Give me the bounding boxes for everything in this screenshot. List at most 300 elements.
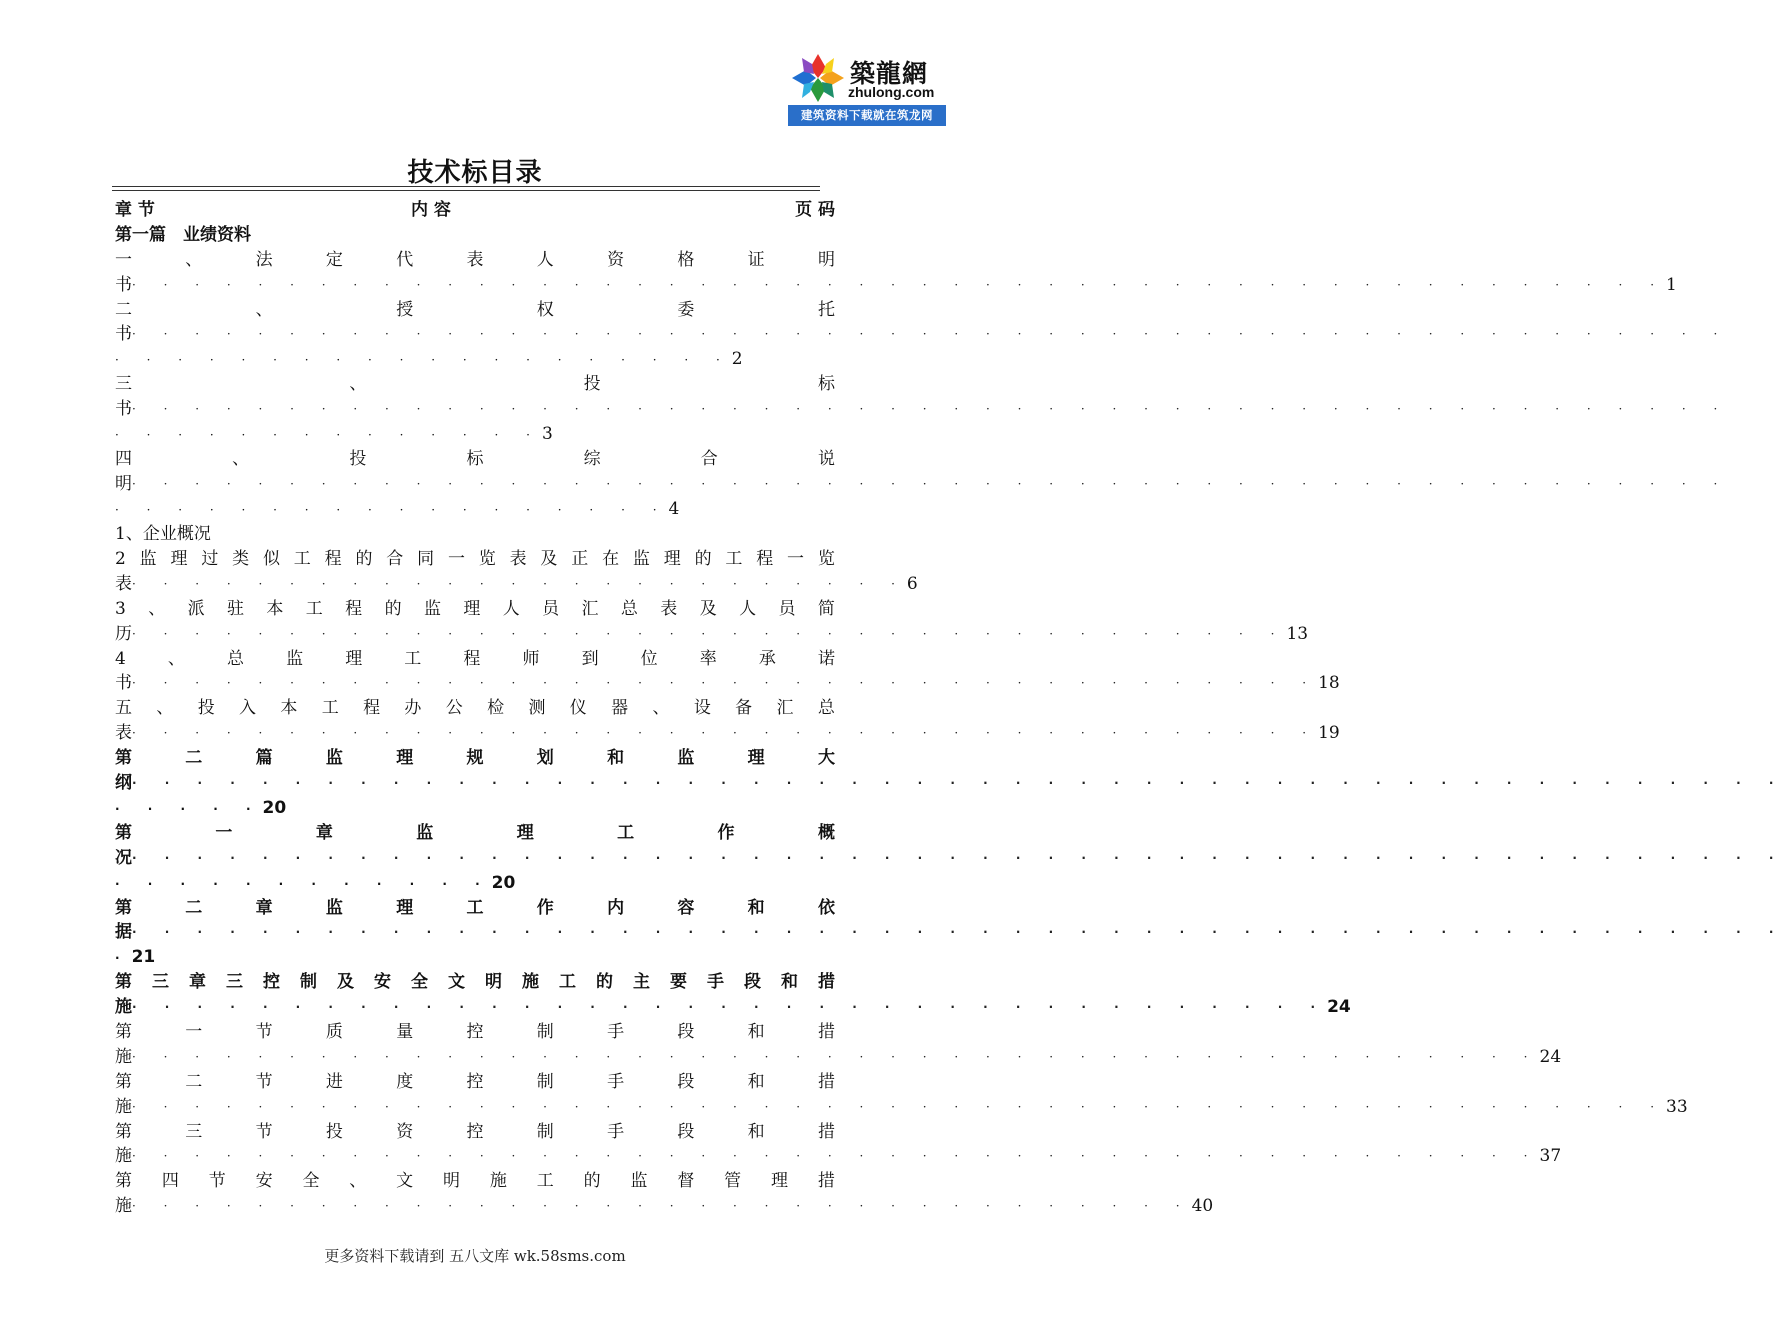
toc-entry-line [115,821,835,846]
toc-entry-tail [115,995,1351,1020]
page-number: 40 [1191,1196,1214,1216]
toc-char: 理 [663,549,681,569]
page-number: 4 [668,499,680,519]
toc-char: 资 [396,1122,414,1142]
toc-char: 工 [536,1171,554,1191]
logo-slogan: 建筑资料下载就在筑龙网 [788,105,946,126]
entry-wrap-char: 施 [115,1097,132,1117]
toc-char: 划 [536,748,554,768]
page-number: 19 [1318,723,1340,743]
toc-char: 第 [115,823,132,843]
toc-char: 控 [263,972,280,992]
toc-entry-cont [115,796,835,821]
entry-wrap-char: 历 [115,624,132,644]
toc-char: 作 [717,823,735,843]
toc-char: 程 [324,549,342,569]
toc-char: 控 [466,1072,484,1092]
toc-entry-tail [115,322,1730,347]
toc-entry-line [115,696,835,721]
toc-char: 理 [345,649,363,669]
toc-char: 3 [115,599,126,619]
toc-char: 一 [185,1022,203,1042]
toc-char: 览 [817,549,835,569]
toc-char: 程 [463,649,481,669]
dot-leader: · · · · · · · · · · · · · · · · · · · · · · · · · · · · · · · · · · · · · [132,1000,1328,1014]
toc-char: 监 [325,898,343,918]
toc-char: 措 [818,972,835,992]
toc-entry-line [115,970,835,995]
toc-char: 驻 [227,599,244,619]
toc-char: 第 [115,1022,132,1042]
toc-entry-line [115,896,835,921]
entry-wrap-char: 书 [115,275,132,295]
toc-char: 理 [747,748,765,768]
toc-entry-tail [115,1045,1562,1070]
section-title: 第一篇 业绩资料 [115,225,251,245]
toc-char: 措 [817,1072,835,1092]
entry-wrap-char: 表 [115,574,132,594]
toc-char: 篇 [255,748,273,768]
page-number: 20 [491,873,516,893]
toc-char: 大 [817,748,835,768]
dot-leader: · · · · · · · · · · · · · · · · · · · · · · · · · · · · · · · · · · · · · · · · · · · · · [132,1149,1540,1163]
toc-char: 的 [583,1171,601,1191]
toc-char: 工 [293,549,311,569]
toc-char: 一 [115,250,132,270]
toc-entry-line: 1、企业概况 [115,524,211,544]
toc-entry-tail [115,273,1677,298]
dot-leader: · · · · · · · · · · · · [115,877,492,891]
title-rule-inner [112,190,820,191]
toc-char: 制 [536,1022,554,1042]
toc-char: 表 [509,549,527,569]
toc-char: 概 [817,823,835,843]
footer-text: 更多资料下载请到 五八文库 wk.58sms.com [324,1247,626,1265]
toc-char: 理 [170,549,188,569]
toc-entry-tail [115,846,1785,871]
page-number: 33 [1666,1097,1688,1117]
toc-char: 汇 [581,599,599,619]
toc-char: 设 [693,698,711,718]
dot-leader: · · · · · · · · · · · · · · · · · · · · · · · · · · · · · · · · · · · · · · · · · · · · · [132,1050,1540,1064]
toc-char: 汇 [776,698,794,718]
toc-char: 说 [817,449,835,469]
toc-char: 程 [363,698,381,718]
toc-char: 及 [699,599,717,619]
toc-char: 的 [694,549,712,569]
toc-char: 总 [620,599,638,619]
toc-char: 标 [817,374,835,394]
toc-char: 容 [677,898,695,918]
toc-char: 内 [607,898,625,918]
toc-char: 员 [542,599,560,619]
toc-entry-tail [115,1144,1562,1169]
page-number: 13 [1286,624,1309,644]
toc-char: 章 [189,972,206,992]
toc-char: 工 [466,898,484,918]
dot-leader: · · · · · · · · · · · · · · · · · · · · · · · · · · · · · · · · · · · · · · [132,726,1319,740]
page-number: 21 [131,947,156,967]
toc-char: 章 [315,823,333,843]
toc-char: 控 [466,1122,484,1142]
dot-leader: · · · · · · · · · · · · · · · · · · · · · · · · · · · · · · · · · · · · · · · · · · · · · · · · · · · [132,327,1730,341]
toc-char: 和 [747,898,765,918]
toc-char: 主 [633,972,650,992]
dot-leader: · · · · · · · · · · · · · · [115,428,542,442]
logo-name: 築龍網 [850,59,929,88]
toc-char: 员 [778,599,796,619]
toc-char: 措 [817,1022,835,1042]
toc-char: 测 [528,698,546,718]
toc-char: 五 [115,698,132,718]
toc-char: 和 [747,1072,765,1092]
page-number: 1 [1666,275,1677,295]
toc-char: 及 [540,549,558,569]
toc-char: 的 [384,599,402,619]
toc-char: 托 [817,300,835,320]
toc-char: 四 [115,449,132,469]
toc-char: 入 [239,698,257,718]
toc-char: 的 [596,972,613,992]
page-number: 6 [906,574,918,594]
toc-char: 和 [747,1122,765,1142]
page-number: 20 [262,798,287,818]
toc-char: 二 [185,1072,203,1092]
dot-leader: · · · · · · · · · · · · · · · · · · · · · · · · · [132,577,907,591]
toc-char: 第 [115,972,132,992]
toc-char: 在 [602,549,620,569]
toc-char: 手 [607,1072,625,1092]
toc-char: 第 [115,898,132,918]
toc-entry-tail [115,771,1785,796]
page-number: 3 [542,424,553,444]
toc-char: 代 [396,250,414,270]
toc-entry-line [115,597,835,622]
toc-char: 、 [167,649,185,669]
dot-leader: · · · · · · · · · · · · · · · · · · · · · · · · · · · · · · · · · · · · · · · · · · · · · · · · · [132,1100,1667,1114]
dot-leader: · · · · · · · · · · · · · · · · · · · · · · · · · · · · · · · · · · · · · · · · · · · · · · · · · · · [132,402,1730,416]
dot-leader: · · · · · · · · · · · · · · · · · · · · · · · · · · · · · · · · · · · · · · [132,676,1319,690]
toc-char: 器 [611,698,629,718]
toc-entry-line [115,1020,835,1045]
toc-char: 明 [817,250,835,270]
toc-char: 人 [739,599,757,619]
toc-char: 同 [417,549,435,569]
toc-entry-tail [115,1194,1214,1219]
toc-entry-tail [115,472,1730,497]
toc-char: 法 [255,250,273,270]
toc-char: 明 [485,972,502,992]
page-number: 37 [1539,1146,1562,1166]
toc-char: 权 [536,300,554,320]
toc-char: 制 [536,1122,554,1142]
toc-char: 施 [522,972,539,992]
toc-char: 措 [817,1171,835,1191]
dot-leader: · · · · · · · · · · · · · · · · · · · · · · · · · · · · · · · · · · · · · · · · · · · · · · · · · · · [132,851,1785,865]
toc-char: 监 [286,649,304,669]
toc-char: 要 [670,972,687,992]
toc-entry-line [115,547,835,572]
toc-char: 承 [758,649,776,669]
toc-char: 监 [677,748,695,768]
toc-char: 人 [502,599,520,619]
toc-char: 资 [607,250,625,270]
toc-char: 投 [349,449,367,469]
toc-char: 工 [559,972,576,992]
toc-char: 监 [423,599,441,619]
toc-char: 和 [747,1022,765,1042]
toc-entry-tail [115,397,1730,422]
toc-char: 率 [699,649,717,669]
logo-pinwheel-icon [790,52,846,104]
toc-char: 、 [349,1171,367,1191]
toc-char: 段 [677,1072,695,1092]
toc-entry-line [115,372,835,397]
toc-char: 文 [396,1171,414,1191]
page-number: 24 [1539,1047,1562,1067]
zhulong-logo [788,48,946,128]
toc-char: 标 [466,449,484,469]
logo-domain: zhulong.com [848,84,935,100]
toc-char: 手 [707,972,724,992]
toc-char: 到 [581,649,599,669]
entry-wrap-char: 纲 [115,773,132,793]
toc-char: 派 [187,599,205,619]
dot-leader: · · · · · · · · · · · · · · · · · · · · · · · · · · · · · · · · · · · · · · · · · · · · · · · · · [132,278,1667,292]
toc-char: 位 [640,649,658,669]
toc-entry-line [115,1120,835,1145]
toc-char: 总 [227,649,245,669]
toc-char: 理 [463,599,481,619]
toc-char: 、 [652,698,670,718]
toc-char: 本 [280,698,298,718]
toc-char: 一 [215,823,233,843]
toc-char: 程 [345,599,363,619]
toc-char: 段 [744,972,761,992]
toc-entry-cont [115,422,835,447]
toc-char: 的 [355,549,373,569]
entry-wrap-char: 明 [115,474,132,494]
toc-char: 备 [735,698,753,718]
toc-char: 工 [725,549,743,569]
toc-char: 工 [321,698,339,718]
page-number: 2 [731,349,743,369]
toc-char: 章 [255,898,273,918]
toc-entry-line [115,298,835,323]
toc-char: 四 [161,1171,179,1191]
toc-char: 监 [139,549,157,569]
toc-char: 投 [325,1122,343,1142]
entry-wrap-char: 施 [115,1047,132,1067]
toc-char: 2 [115,549,126,569]
toc-char: 简 [817,599,835,619]
toc-char: 三 [185,1122,203,1142]
toc-entry-tail [115,920,1785,945]
title-rule [112,186,820,187]
toc-char: 程 [756,549,774,569]
toc-char: 理 [771,1171,789,1191]
toc-char: 控 [466,1022,484,1042]
toc-entry-cont [115,497,835,522]
dot-leader: · · · · · · · · · · · · · · · · · · [115,503,669,517]
toc-entry-tail [115,721,1340,746]
entry-wrap-char: 书 [115,673,132,693]
toc-char: 定 [325,250,343,270]
toc-char: 诺 [817,649,835,669]
toc-char: 合 [700,449,718,469]
toc-entry-cont [115,347,835,372]
toc-char: 施 [489,1171,507,1191]
page-number: 18 [1318,673,1340,693]
toc-char: 一 [447,549,465,569]
toc-char: 手 [607,1122,625,1142]
entry-wrap-char: 书 [115,324,132,344]
header-chapter: 章 节 [115,200,155,220]
toc-char: 二 [115,300,132,320]
dot-leader: · · · · · [115,802,263,816]
toc-entry-tail [115,1095,1688,1120]
toc-char: 全 [411,972,428,992]
toc-char: 类 [232,549,250,569]
toc-char: 节 [208,1171,226,1191]
toc-char: 公 [445,698,463,718]
toc-char: 表 [660,599,678,619]
toc-char: 证 [747,250,765,270]
toc-entry-line [115,447,835,472]
toc-char: 似 [262,549,280,569]
toc-char: 投 [197,698,215,718]
toc-char: 办 [404,698,422,718]
toc-char: 段 [677,1122,695,1142]
toc-char: 制 [300,972,317,992]
toc-char: 总 [817,698,835,718]
header-content: 内 容 [411,200,451,220]
toc-char: 节 [255,1122,273,1142]
toc-char: 过 [201,549,219,569]
page-title: 技术标目录 [407,158,543,188]
toc-char: 三 [115,374,132,394]
toc-char: 节 [255,1072,273,1092]
toc-entry-line [115,1169,835,1194]
toc-char: 监 [325,748,343,768]
toc-char: 节 [255,1022,273,1042]
toc-char: 管 [724,1171,742,1191]
toc-entry-cont [115,945,835,970]
toc-char: 本 [266,599,284,619]
toc-char: 量 [396,1022,414,1042]
toc-char: 人 [536,250,554,270]
entry-wrap-char: 表 [115,723,132,743]
toc-entry-line [115,746,835,771]
toc-char: 和 [781,972,798,992]
dot-leader: · · · · · · · · · · · · · · · · · · · · [115,353,732,367]
toc-char: 、 [185,250,203,270]
toc-char: 安 [374,972,391,992]
header-page: 页 码 [795,200,835,220]
toc-char: 、 [148,599,166,619]
toc-char: 、 [349,374,367,394]
toc-char: 段 [677,1022,695,1042]
toc-char: 二 [185,898,203,918]
toc-entry-tail [115,622,1309,647]
toc-char: 一 [787,549,805,569]
toc-char: 制 [536,1072,554,1092]
toc-char: 依 [817,898,835,918]
toc-char: 理 [516,823,534,843]
toc-char: 览 [478,549,496,569]
toc-char: 综 [583,449,601,469]
toc-char: 理 [396,898,414,918]
toc-entry-line [115,647,835,672]
toc-char: 监 [416,823,434,843]
toc-entry-tail [115,572,918,597]
toc-char: 第 [115,1072,132,1092]
toc-char: 三 [152,972,169,992]
toc-char: 文 [448,972,465,992]
toc-entry-tail [115,671,1340,696]
toc-char: 合 [386,549,404,569]
toc-char: 措 [817,1122,835,1142]
dot-leader: · · · · · · · · · · · · · · · · · · · · · · · · · · · · · · · · · · [132,1199,1192,1213]
toc-char: 检 [487,698,505,718]
toc-char: 督 [677,1171,695,1191]
dot-leader: · [115,951,132,965]
toc-char: 师 [522,649,540,669]
toc-char: 及 [337,972,354,992]
entry-wrap-char: 书 [115,399,132,419]
toc-char: 手 [607,1022,625,1042]
toc-entry-line [115,248,835,273]
dot-leader: · · · · · · · · · · · · · · · · · · · · · · · · · · · · · · · · · · · · · [132,627,1287,641]
entry-wrap-char: 施 [115,1146,132,1166]
toc-char: 投 [583,374,601,394]
entry-wrap-char: 据 [115,922,132,942]
toc-char: 和 [607,748,625,768]
toc-char: 三 [226,972,243,992]
toc-char: 作 [536,898,554,918]
dot-leader: · · · · · · · · · · · · · · · · · · · · · · · · · · · · · · · · · · · · · · · · · · · · · · · · · · · [132,776,1785,790]
toc-header [115,198,835,223]
toc-char: 、 [156,698,174,718]
toc-char: 工 [305,599,323,619]
toc-char: 工 [617,823,635,843]
toc-char: 工 [404,649,422,669]
toc-char: 、 [255,300,273,320]
toc-char: 安 [255,1171,273,1191]
dot-leader: · · · · · · · · · · · · · · · · · · · · · · · · · · · · · · · · · · · · · · · · · · · · · · · · · · · [132,925,1785,939]
toc-entry-cont [115,871,835,896]
dot-leader: · · · · · · · · · · · · · · · · · · · · · · · · · · · · · · · · · · · · · · · · · · · · · · · · · · · [132,477,1730,491]
toc-char: 规 [466,748,484,768]
toc-char: 二 [185,748,203,768]
toc-char: 全 [302,1171,320,1191]
toc-char: 表 [466,250,484,270]
toc-char: 第 [115,1171,132,1191]
entry-wrap-char: 施 [115,1196,132,1216]
toc-char: 委 [677,300,695,320]
toc-char: 进 [325,1072,343,1092]
toc-char: 度 [396,1072,414,1092]
entry-wrap-char: 施 [115,997,132,1017]
toc-char: 理 [396,748,414,768]
toc-char: 第 [115,1122,132,1142]
toc-char: 质 [325,1022,343,1042]
toc-entry-line [115,1070,835,1095]
toc-char: 监 [632,549,650,569]
toc-char: 正 [571,549,589,569]
toc-char: 格 [677,250,695,270]
toc-char: 明 [443,1171,461,1191]
